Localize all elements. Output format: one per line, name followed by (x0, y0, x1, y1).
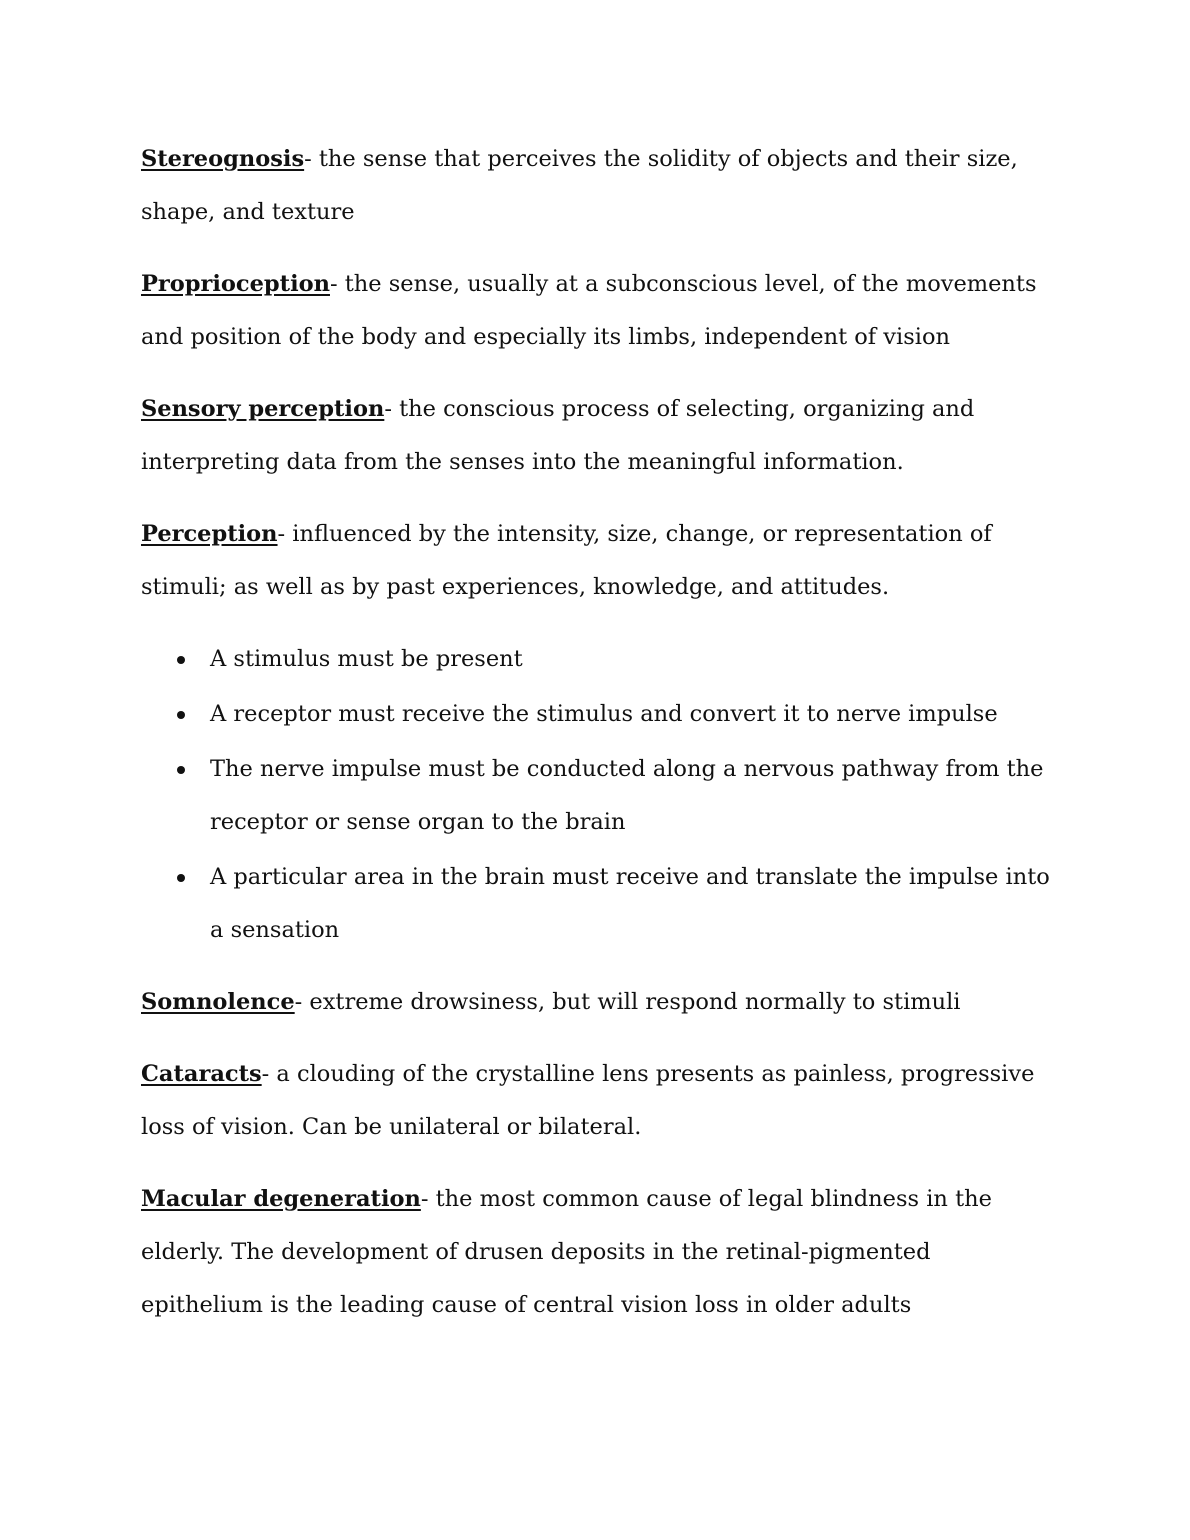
definition-stereognosis (141, 133, 1056, 239)
definition-somnolence (141, 976, 1056, 1029)
definition-text: - the conscious process of selecting, organizing and interpreting data from the senses into the meaningful information. (141, 396, 975, 475)
definition-term: Sensory perception (141, 396, 385, 422)
definition-term: Stereognosis (141, 146, 305, 172)
list-item (141, 743, 1056, 849)
definition-cataracts (141, 1048, 1056, 1154)
definition-text: - a clouding of the crystalline lens presents as painless, progressive loss of vision. Can be unilateral or bilateral. (141, 1061, 1035, 1140)
list-item-text: A receptor must receive the stimulus and convert it to nerve impulse (210, 701, 998, 727)
definition-macular-degeneration (141, 1173, 1056, 1332)
perception-bullet-list (141, 633, 1056, 957)
definition-term: Macular degeneration (141, 1186, 421, 1212)
definition-proprioception (141, 258, 1056, 364)
list-item (141, 633, 1056, 686)
definition-term: Cataracts (141, 1061, 262, 1087)
bullet-icon (177, 656, 185, 664)
definition-text: - the sense that perceives the solidity of objects and their size, shape, and texture (141, 146, 1018, 225)
list-item-text: A stimulus must be present (210, 646, 523, 672)
definition-term: Proprioception (141, 271, 330, 297)
document-body (141, 133, 1056, 1351)
bullet-icon (177, 766, 185, 774)
definition-perception (141, 508, 1056, 614)
definition-term: Perception (141, 521, 278, 547)
list-item (141, 688, 1056, 741)
bullet-icon (177, 874, 185, 882)
list-item-text: The nerve impulse must be conducted along a nervous pathway from the receptor or sense organ to the brain (210, 756, 1044, 835)
list-item-text: A particular area in the brain must receive and translate the impulse into a sensation (210, 864, 1050, 943)
bullet-icon (177, 711, 185, 719)
definition-term: Somnolence (141, 989, 295, 1015)
list-item (141, 851, 1056, 957)
definition-sensory-perception (141, 383, 1056, 489)
definition-text: - the sense, usually at a subconscious level, of the movements and position of the body and especially its limbs, independent of vision (141, 271, 1037, 350)
definition-text: - extreme drowsiness, but will respond normally to stimuli (294, 989, 961, 1015)
definition-text: - the most common cause of legal blindness in the elderly. The development of drusen deposits in the retinal-pigmented epithelium is the leading cause of central vision loss in older adults (141, 1186, 992, 1318)
definition-text: - influenced by the intensity, size, change, or representation of stimuli; as well as by past experiences, knowledge, and attitudes. (141, 521, 992, 600)
